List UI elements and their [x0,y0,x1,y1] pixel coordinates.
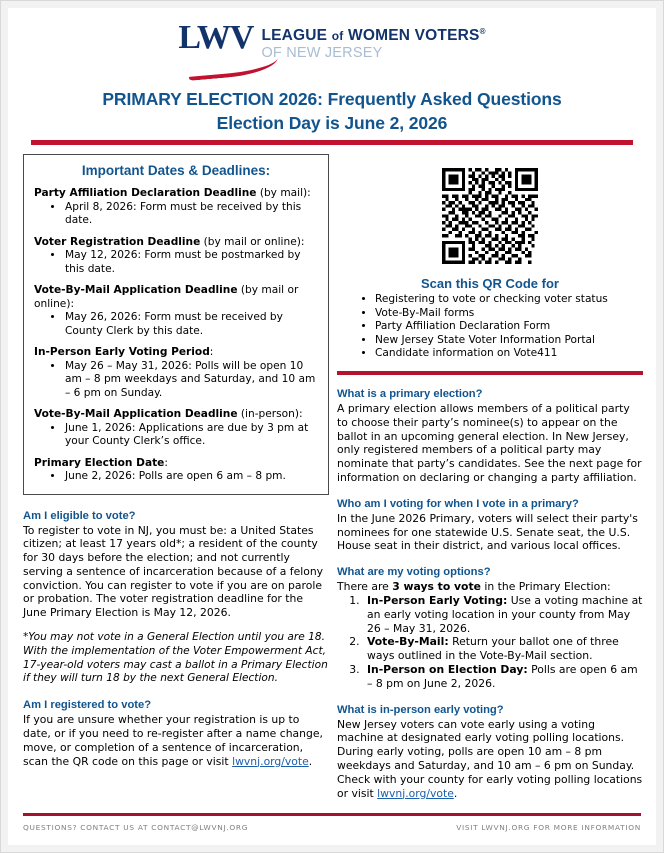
date-group-heading-bold: Party Affiliation Declaration Deadline [34,187,257,199]
qa-answer-tail: . [308,754,313,768]
qa-question: What are my voting options? [337,566,491,579]
date-group-heading-rest: (in-person): [237,408,303,420]
footer-website: VISIT LWVNJ.ORG FOR MORE INFORMATION [456,823,641,832]
date-group-heading-bold: Vote-By-Mail Application Deadline [34,408,238,420]
qa-eligible-to-vote [23,509,329,687]
important-dates-box [23,154,329,495]
date-group-heading-bold: Vote-By-Mail Application Deadline [34,284,238,296]
qr-code[interactable] [442,168,538,264]
date-group-heading [34,236,318,250]
date-group-heading [34,408,318,422]
date-group-heading-bold: Voter Registration Deadline [34,235,201,248]
date-group [34,457,318,484]
date-group [34,346,318,400]
footer-divider [23,813,641,816]
date-group-heading [34,346,318,360]
qa-answer [23,713,329,768]
qa-question: What is in-person early voting? [337,703,504,716]
scan-qr-title: Scan this QR Code for [421,276,559,291]
date-group-heading [34,187,318,201]
scan-list-item: • Candidate information on Vote411 [375,347,643,361]
lwvnj-vote-link[interactable]: lwvnj.org/vote [232,754,309,768]
qa-question: Am I registered to vote? [23,699,152,712]
scan-list-item: • New Jersey State Voter Information Portal [375,334,643,348]
left-column [23,154,329,768]
logo-line-2: OF NEW JERSEY [261,45,383,62]
date-group-heading-bold: Primary Election Date [34,456,165,469]
title-line-1: PRIMARY ELECTION 2026: Frequently Asked Questions [102,89,562,109]
date-items [34,360,318,401]
scan-list-item: • Vote-By-Mail forms [375,307,643,321]
important-dates-title: Important Dates & Deadlines: [81,163,271,178]
lwvnj-vote-link[interactable]: lwvnj.org/vote [377,786,454,800]
date-group-heading-rest: (by mail or online): [34,284,299,310]
scan-list-item: • Party Affiliation Declaration Form [375,320,643,334]
voting-option-text: Polls are open 6 am – 8 pm on June 2, 2026. [367,662,638,690]
lead-post: in the Primary Election: [480,580,611,594]
lwv-logo [9,15,655,73]
date-item: • May 12, 2026: Form must be postmarked by this date. [64,249,318,276]
date-items [34,470,318,484]
date-group [34,236,318,277]
qr-code-icon [442,168,538,264]
scan-list-item: • Registering to vote or checking voter status [375,293,643,307]
right-column [337,154,643,800]
date-group [34,284,318,338]
date-items [34,249,318,276]
qa-question: Who am I voting for when I vote in a primary? [337,497,579,510]
date-group-heading-rest: (by mail): [256,187,311,199]
date-item: • June 1, 2026: Applications are due by 3 pm at your County Clerk’s office. [64,422,318,449]
date-group-heading [34,457,318,471]
voting-option-item [363,663,643,691]
page-content [9,9,655,844]
qa-footnote: *You may not vote in a General Election until you are 18. With the implementation of the Voter Empowerment Act, 17-year-old voters may cast a ballot in a Primary Election if they will turn 18 by the next General Election. [23,631,328,685]
voting-option-text: Use a voting machine at an early voting location in your county from May 26 – May 31, 2026. [367,593,643,635]
date-group-heading-bold: In-Person Early Voting Period [34,346,210,358]
qr-code-container [337,154,643,264]
date-items [34,201,318,228]
lwv-monogram: LWV [178,19,254,56]
date-item: • June 2, 2026: Polls are open 6 am – 8 pm. [64,470,318,484]
qa-answer [337,718,643,801]
page-footer [23,823,641,832]
logo-league: LEAGUE [261,27,328,45]
logo-line-1 [261,23,485,45]
qa-what-is-primary [337,387,643,485]
date-items [34,311,318,338]
date-items [34,422,318,449]
voting-option-item [363,594,643,635]
qa-answer: A primary election allows members of a political party to choose their party’s nominee(s) to appear on the ballot in an upcoming general election. In New Jersey, only registered members of a political party may nominate that party’s candidates. See the next page for information on declaring or changing a party affiliation. [337,401,642,484]
qa-answer-tail: . [453,786,458,800]
qa-in-person-early-voting [337,703,643,801]
date-item: • May 26 – May 31, 2026: Polls will be open 10 am – 8 pm weekdays and Saturday, and 10 am – 6 pm on Sunday. [64,360,318,401]
scan-qr-list [337,293,643,361]
date-group-heading [34,284,318,311]
logo-women-voters: WOMEN VOTERS [348,27,480,45]
voting-option-item [363,635,643,663]
voting-option-text: Return your ballot one of three ways outlined in the Vote-By-Mail section. [367,635,619,663]
date-group-heading-rest: : [164,456,168,469]
qa-answer: To register to vote in NJ, you must be: a United States citizen; at least 17 years old*; a resident of the county for 30 days before the election; and not currently serving a sentence of incarceration because of a felony conviction. You can register to vote if you are on parole or probation. The voter registration deadline for the June Primary Election is May 12, 2026. [23,523,324,620]
voting-options-list [337,594,643,691]
title-line-2: Election Day is June 2, 2026 [216,113,448,133]
qa-question: What is a primary election? [337,387,483,400]
voting-option-label: In-Person Early Voting: [367,593,508,607]
qa-who-am-i-voting-for [337,497,643,553]
date-item: • May 26, 2026: Form must be received by County Clerk by this date. [64,311,318,338]
qa-question: Am I eligible to vote? [23,509,136,522]
page-title [9,87,655,135]
qa-answer-lead [337,580,643,594]
date-group-heading-rest: (by mail or online): [200,235,305,248]
date-group-heading-rest: : [209,346,214,358]
date-item: • April 8, 2026: Form must be received by this date. [64,201,318,228]
header-divider [31,140,633,145]
voting-option-label: Vote-By-Mail: [367,635,449,649]
registered-mark-icon: ® [479,27,486,36]
qa-registered-to-vote [23,698,329,768]
footer-contact: QUESTIONS? CONTACT US AT CONTACT@LWVNJ.ORG [23,823,249,832]
qa-answer-text: New Jersey voters can vote early using a voting machine at designated early voting polling locations. During early voting, polls are open 10 am – 8 pm weekdays and Saturday, and 10 am – 6 pm on Sunday. Check with your county for early voting polling locations or visit [337,717,643,800]
date-group [34,408,318,449]
logo-wordmark [261,21,485,61]
section-divider [337,371,643,375]
qa-answer-text: If you are unsure whether your registration is up to date, or if you need to re-register after a name change, move, or completion of a sentence of incarceration, scan the QR code on this page or visit [23,713,323,768]
date-group [34,187,318,228]
qa-answer: In the June 2026 Primary, voters will select their party's nominees for one statewide U.S. Senate seat, the U.S. House seat in their district, and various local offices. [337,511,638,553]
qa-voting-options [337,565,643,690]
lead-pre: There are [337,580,393,594]
voting-option-label: In-Person on Election Day: [367,662,528,676]
lead-bold: 3 ways to vote [392,580,481,594]
logo-of: of [331,29,344,44]
